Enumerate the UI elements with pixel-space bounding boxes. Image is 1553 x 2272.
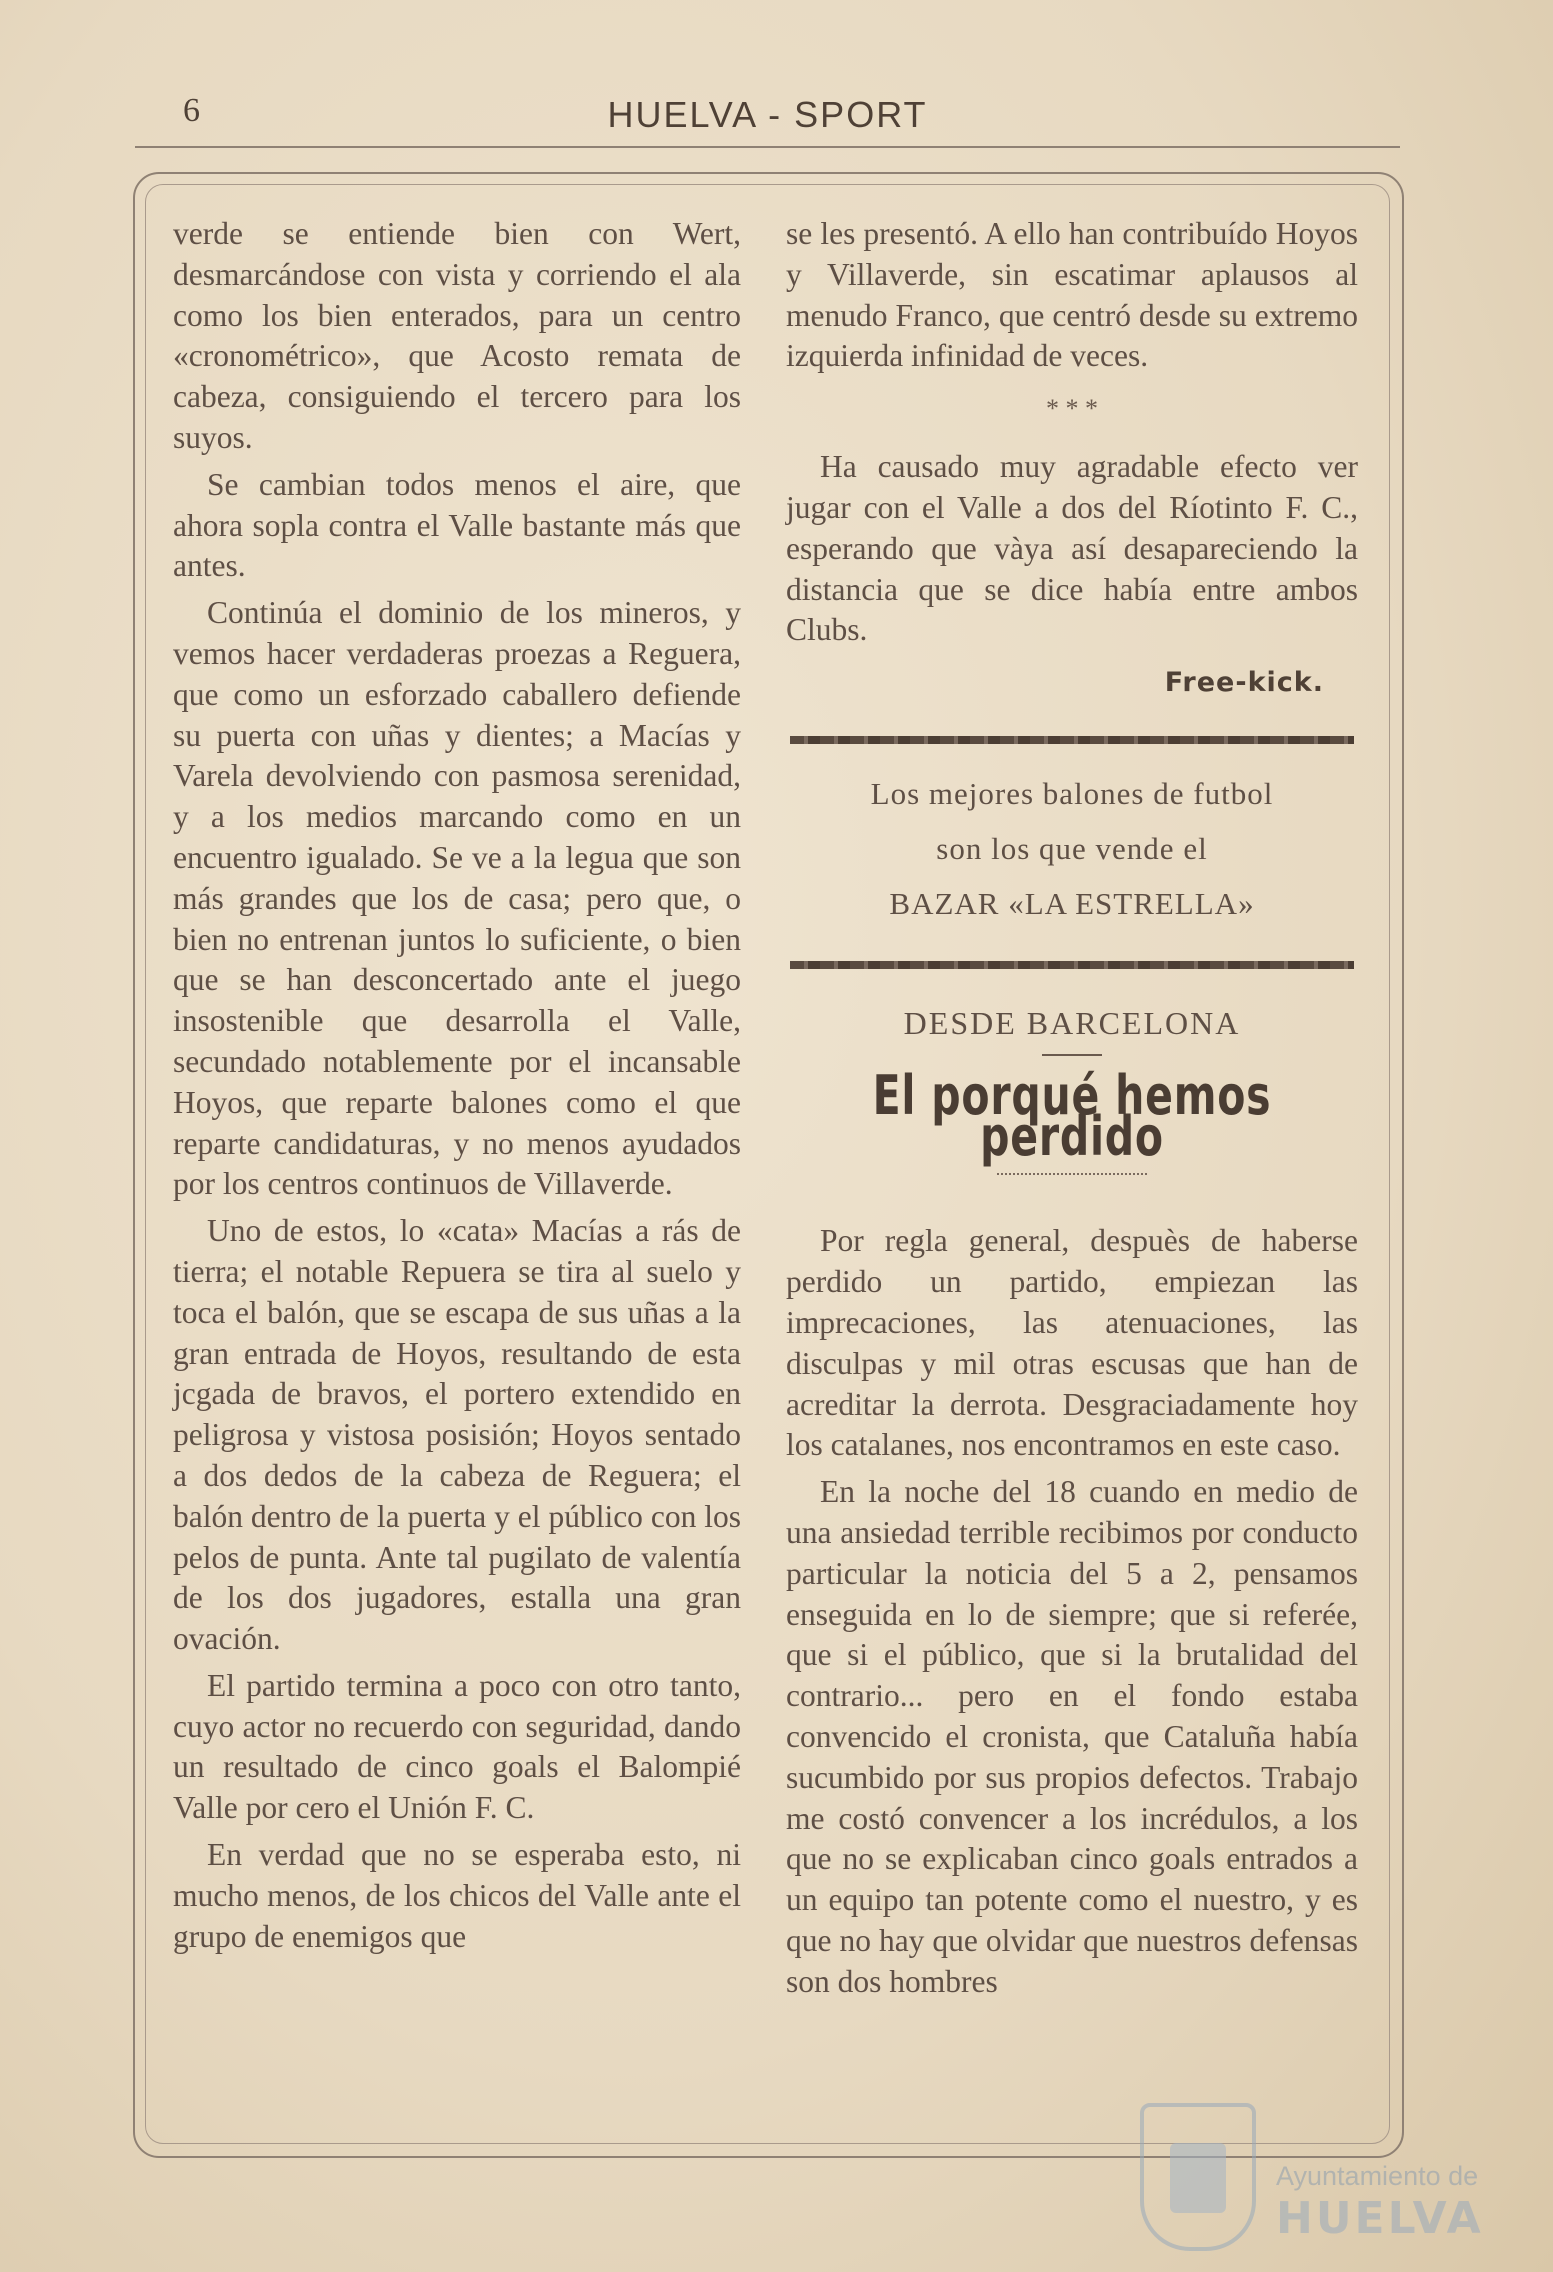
watermark-small-text: Ayuntamiento de (1276, 2161, 1479, 2191)
paragraph: Se cambian todos menos el aire, que ahora sopla contra el Valle bastante más que antes. (173, 466, 741, 584)
paragraph: Por regla general, despuès de haberse perdido un partido, empiezan las imprecaciones, las atenuaciones, las disculpas y mil otras escusas que han de acreditar la derrota. Desgraciadamente hoy los catalanes, nos encontramos en este caso. (786, 1223, 1358, 1463)
dotted-rule (997, 1173, 1147, 1175)
advertisement (786, 766, 1358, 931)
city-crest-icon (1140, 2103, 1256, 2251)
running-head (135, 92, 1400, 148)
asterism-separator: * * * (1046, 394, 1098, 424)
paragraph: En verdad que no se esperaba esto, ni mucho menos, de los chicos del Valle ante el grupo de enemigos que (173, 1837, 741, 1954)
article-headline: El porqué hemos perdido (872, 1063, 1272, 1168)
signature: Free-kick. (1164, 667, 1324, 699)
paragraph: El partido termina a poco con otro tanto, cuyo actor no recuerdo con seguridad, dando un resultado de cinco goals el Balompié Valle por cero el Unión F. C. (173, 1667, 741, 1826)
paragraph: En la noche del 18 cuando en medio de una ansiedad terrible recibimos por conducto particular la noticia del 5 a 2, pensamos enseguida en lo de siempre; que si referée, que si el público, que si la brutalidad del contrario... pero en el fondo estaba convencido el cronista, que Cataluña había sucumbido por sus propios defectos. Trabajo me costó convencer a los incrédulos, a los que no se explicaban cinco goals entrados a un equipo tan potente como el nuestro, y es que no hay que olvidar que nuestros defensas son dos hombres (786, 1474, 1358, 1999)
paragraph: Uno de estos, lo «cata» Macías a rás de tierra; el notable Repuera se tira al suelo y toca el balón, que se escapa de sus uñas a la gran entrada de Hoyos, resultando de esta jcgada de bravos, el portero extendido en peligrosa y vistosa posisión; Hoyos sentado a dos dedos de la cabeza de Reguera; el balón dentro de la puerta y el público con los pelos de punta. Ante tal pugilato de valentía de los dos jugadores, estalla una gran ovación. (173, 1213, 741, 1657)
journal-title: HUELVA - SPORT (607, 94, 928, 135)
ad-line: son los que vende el (936, 830, 1208, 866)
left-column (173, 214, 741, 1963)
ad-line: Los mejores balones de futbol (870, 775, 1274, 811)
paragraph: Continúa el dominio de los mineros, y vemos hacer verdaderas proezas a Reguera, que como un esforzado caballero defiende su puerta con uñas y dientes; a Macías y Varela devolviendo con pasmosa serenidad, y a los medios marcando como en un encuentro igualado. Se ve a la legua que son más grandes que los de casa; pero que, o bien no entrenan juntos lo suficiente, o bien que se han desconcertado ante el juego insostenible que desarrolla el Valle, secundado notablemente por el incansable Hoyos, que reparte balones como el que reparte candidaturas, y no menos ayudados por los centros continuos de Villaverde. (173, 595, 741, 1202)
short-rule (1042, 1054, 1102, 1056)
paragraph: Ha causado muy agradable efecto ver jugar con el Valle a dos del Ríotinto F. C., esperando que vàya así desapareciendo la distancia que se dice había entre ambos Clubs. (786, 449, 1358, 648)
watermark-big-text: HUELVA (1276, 2193, 1484, 2244)
ad-line: BAZAR «LA ESTRELLA» (889, 885, 1255, 921)
right-column (786, 214, 1358, 2009)
paragraph: se les presentó. A ello han contribuído Hoyos y Villaverde, sin escatimar aplausos al menudo Franco, que centró desde su extremo izquierda infinidad de veces. (786, 216, 1358, 374)
paragraph: verde se entiende bien con Wert, desmarcándose con vista y corriendo el ala como los bien enterados, para un centro «cronométrico», que Acosto remata de cabeza, consiguiendo el tercero para los suyos. (173, 216, 741, 455)
page-number: 6 (183, 92, 200, 129)
divider-rule (790, 736, 1354, 744)
divider-rule (790, 961, 1354, 969)
section-label: DESDE BARCELONA (903, 1004, 1241, 1041)
watermark (1140, 2095, 1540, 2255)
